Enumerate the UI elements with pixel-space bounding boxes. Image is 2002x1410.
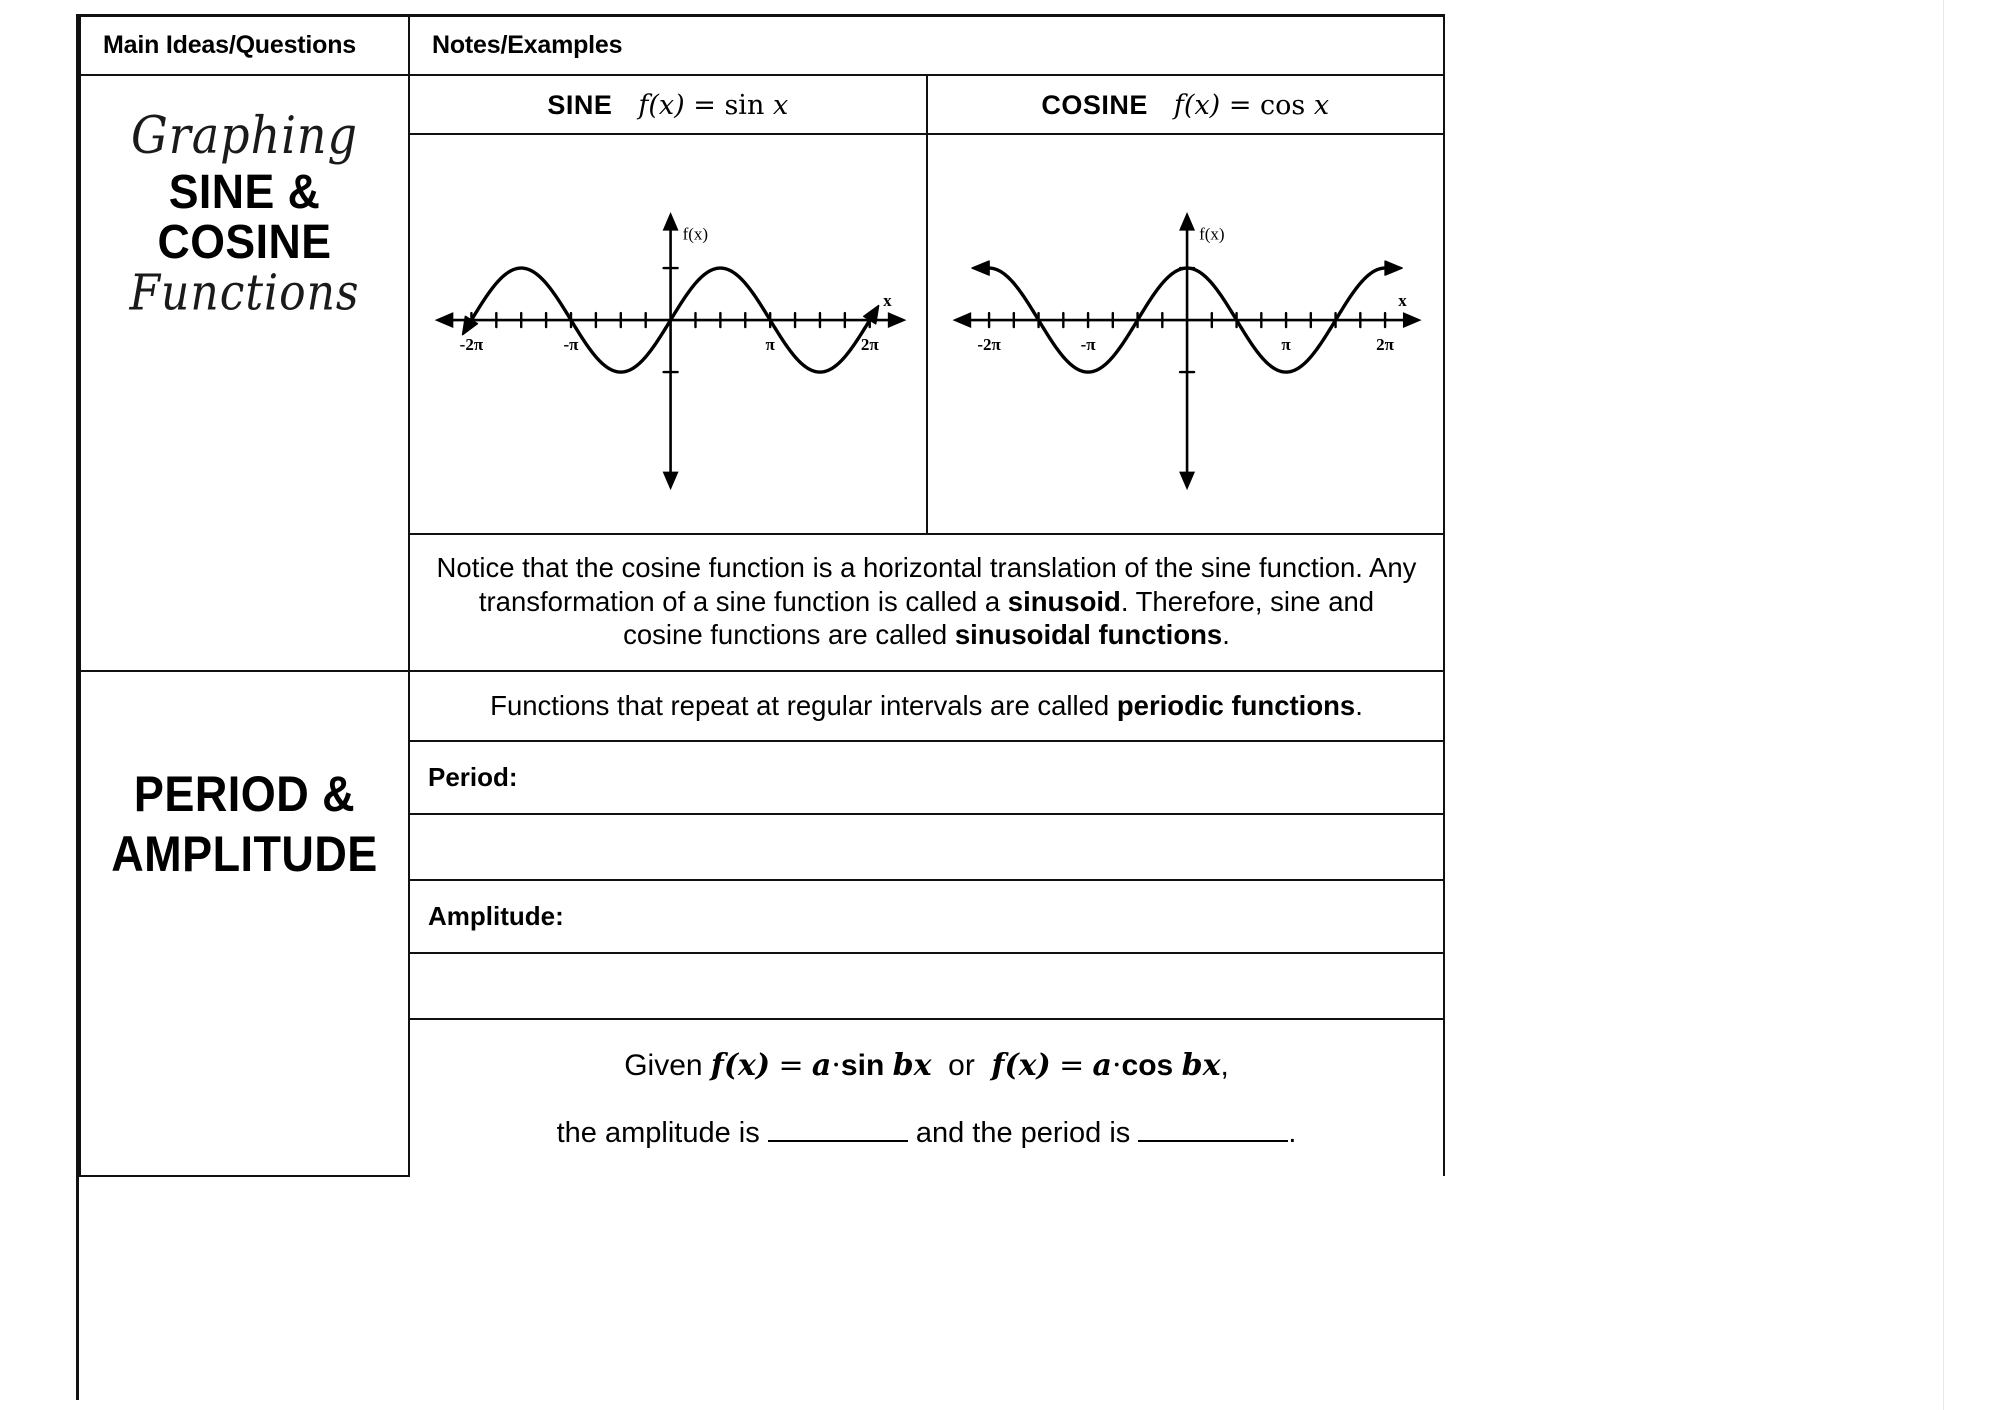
cosine-eq-f: f [1173, 90, 1184, 121]
notice-text-1: Notice that the cosine function is a horizontal translation of the sine function. Any transformation of a sine function is called a [436, 552, 1417, 617]
sine-title [410, 76, 926, 133]
header-cell-main-ideas [80, 16, 409, 76]
main-idea-cell-graphing [80, 75, 409, 671]
page-edge [1943, 0, 2002, 1410]
period-amplitude-line2: AMPLITUDE [111, 825, 378, 882]
given-or: or [948, 1048, 975, 1082]
graphs-row [80, 75, 1444, 534]
period-answer-space[interactable] [409, 814, 1444, 880]
given-sin: sin [840, 1048, 885, 1082]
given-dot1: · [831, 1047, 841, 1083]
svg-text:π: π [765, 335, 775, 355]
notice-text-2: . Therefore, sine and cosine functions are called [623, 585, 1375, 651]
graph-headers-row [410, 76, 1443, 134]
sine-eq-x: (x) [648, 90, 685, 121]
period-label-cell[interactable] [409, 741, 1444, 814]
table-header-row [80, 16, 1444, 76]
main-idea-cell-period-amplitude [80, 671, 409, 1176]
fill-text-1: the amplitude is [556, 1116, 768, 1149]
header-main-ideas: Main Ideas/Questions [103, 31, 357, 59]
given-a2: a [1092, 1047, 1112, 1083]
given-word: Given [624, 1048, 703, 1082]
amplitude-label: Amplitude: [428, 900, 564, 931]
cosine-title [928, 76, 1444, 133]
sine-name: SINE [547, 90, 613, 120]
fill-text-2: and the period is [907, 1116, 1139, 1149]
sine-eq-f: f [638, 90, 649, 121]
periodic-row [80, 671, 1444, 741]
svg-text:f(x): f(x) [682, 224, 709, 244]
given-bx1: bx [892, 1047, 932, 1083]
cosine-header-cell [927, 76, 1444, 134]
given-comma: , [1220, 1048, 1229, 1082]
periodic-sentence [410, 672, 1443, 740]
topic-line-graphing: Graphing [130, 104, 359, 166]
topic-line-functions: Functions [129, 264, 360, 322]
sine-graph [410, 135, 926, 533]
amplitude-blank[interactable] [768, 1139, 908, 1142]
given-a1: a [811, 1047, 832, 1083]
svg-text:-π: -π [563, 335, 579, 355]
cosine-graph-cell [927, 134, 1444, 533]
cosine-graph [928, 135, 1441, 533]
given-formula [410, 1020, 1443, 1093]
topic-title-block [81, 76, 408, 322]
given-f1: f [710, 1047, 724, 1083]
sine-graph-cell [410, 134, 927, 533]
sine-equation [638, 90, 788, 121]
notice-text-3: . [1222, 619, 1230, 651]
cosine-eq-var: x [1313, 90, 1330, 121]
cosine-eq-x: (x) [1183, 90, 1221, 121]
periodic-text-2: . [1355, 689, 1363, 721]
given-f2-arg: (x) [1004, 1047, 1051, 1083]
given-eq2: = [1059, 1047, 1085, 1083]
cosine-equation [1174, 90, 1329, 121]
period-amplitude-line1: PERIOD & [133, 765, 356, 822]
periodic-cell [409, 671, 1444, 741]
period-amplitude-title [97, 672, 391, 884]
svg-text:π: π [1280, 335, 1291, 355]
notes-sheet [76, 14, 1756, 1400]
notice-cell [409, 534, 1444, 671]
graphs-inner-table [410, 76, 1443, 533]
header-notes-examples: Notes/Examples [432, 31, 623, 59]
notice-bold-sinusoid: sinusoid [1007, 585, 1121, 617]
topic-line-sine-cosine: SINE & COSINE [157, 166, 332, 269]
svg-text:f(x): f(x) [1198, 224, 1225, 244]
svg-text:2π: 2π [1375, 335, 1394, 355]
periodic-bold: periodic functions [1116, 689, 1356, 721]
notice-paragraph [410, 535, 1443, 670]
given-f1-arg: (x) [723, 1047, 771, 1083]
svg-text:x: x [1397, 291, 1407, 311]
given-eq1: = [778, 1047, 804, 1083]
svg-text:2π: 2π [860, 335, 879, 355]
svg-text:-2π: -2π [976, 335, 1001, 355]
sine-header-cell [410, 76, 927, 134]
cosine-eq-op: = cos [1228, 90, 1306, 121]
notice-bold-sinusoidal-functions: sinusoidal functions [954, 619, 1223, 651]
given-f2: f [991, 1047, 1005, 1083]
fill-text-3: . [1288, 1116, 1297, 1149]
fill-in-sentence [410, 1093, 1443, 1176]
cosine-name: COSINE [1041, 90, 1148, 120]
svg-text:-2π: -2π [459, 335, 484, 355]
svg-text:x: x [883, 291, 892, 311]
given-dot2: · [1112, 1047, 1122, 1083]
given-bx2: bx [1181, 1047, 1221, 1083]
period-blank[interactable] [1138, 1139, 1288, 1142]
notes-table [79, 14, 1445, 1177]
given-formula-cell [409, 1019, 1444, 1176]
graphs-cell [409, 75, 1444, 534]
given-cos: cos [1121, 1048, 1174, 1082]
svg-text:-π: -π [1080, 335, 1096, 355]
sine-eq-op: = sin [693, 90, 765, 121]
periodic-text-1: Functions that repeat at regular intervals are called [490, 689, 1117, 721]
sine-eq-var: x [772, 90, 789, 121]
period-label: Period: [428, 761, 518, 792]
graph-plots-row [410, 134, 1443, 533]
amplitude-label-cell[interactable] [409, 880, 1444, 953]
header-cell-notes [409, 16, 1444, 76]
amplitude-answer-space[interactable] [409, 953, 1444, 1019]
